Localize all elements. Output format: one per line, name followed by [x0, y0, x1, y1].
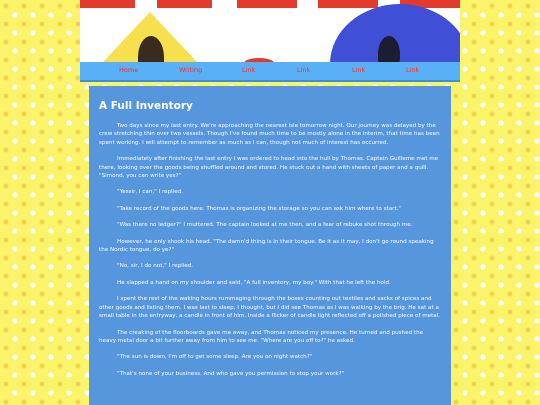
page-frame [80, 0, 460, 405]
article-paragraph: I spent the rest of the waking hours rummaging through the boxes counting out textiles and sacks of spices and other goods and listing them. I was last to sleep, I thought, but I did see Thomas as I was walking by the brig. He sat at a small table in the entryway, a candle in front of him. Inside a flicker of candle light reflected off a polished piece of metal. [99, 296, 441, 320]
article-title: A Full Inventory [99, 100, 193, 112]
article-paragraph: Immediately after finishing the last entry I was ordered to head into the hull by Thomas. Captain Guilleme met me there, looking over the goods being shuffled around and stored. He stuck out a hand with sheets of paper and a quill. "Simond, you can write yes?" [99, 156, 439, 180]
banner-red-block [318, 0, 378, 8]
nav-link[interactable]: Link [297, 66, 311, 74]
nav-link[interactable]: Link [242, 66, 256, 74]
banner-red-block [80, 0, 135, 8]
article-paragraph: Two days since my last entry. We're approaching the nearest isle tomorrow night. Our journey was delayed by the crew stretching thin over two vessels. Though I've found much time to be mostly alone in the interim, that time has been spent working. I will attempt to remember as much as I can, though not much of interest has occurred. [99, 123, 440, 146]
banner-red-block [237, 0, 297, 8]
article-content [89, 86, 451, 405]
nav-link[interactable]: Link [406, 66, 420, 74]
article-paragraph: He slapped a hand on my shoulder and said, "A full inventory, my boy." With that he left the hold. [117, 279, 391, 286]
nav-link[interactable]: Link [352, 66, 366, 74]
article-paragraph: "No, sir, I do not," I replied. [117, 263, 194, 270]
article-paragraph: The creaking of the floorboards gave me away, and Thomas noticed my presence. He turned and pushed the heavy metal door a bit further away from him to see me. "Where are you off to?" he asked. [99, 329, 424, 344]
nav-bar [80, 62, 460, 82]
article-paragraph: "Yessir, I can," I replied. [117, 189, 184, 196]
nav-link-writing[interactable]: Writing [179, 66, 203, 74]
banner-red-block [157, 0, 212, 8]
article-paragraph: However, he only shook his head. "The damn'd thing is in their tongue. Be it as it may, I don't go round speaking the Nordic tongue, do ye?" [99, 238, 434, 254]
header-banner [80, 0, 460, 62]
article-paragraph: "Was there no ledger?" I muttered. The captain looked at me then, and a fear of rebuke shot through me. [117, 222, 413, 229]
nav-link-home[interactable]: Home [119, 66, 139, 74]
article-paragraph: "The sun is down, I'm off to get some sleep. Are you on night watch?" [117, 354, 313, 361]
article-paragraph: "Take record of the goods here. Thomas is organizing the storage so you can ask him where to start." [117, 205, 401, 212]
article-paragraph: "That's none of your business. And who gave you permission to stop your work?" [117, 370, 345, 377]
